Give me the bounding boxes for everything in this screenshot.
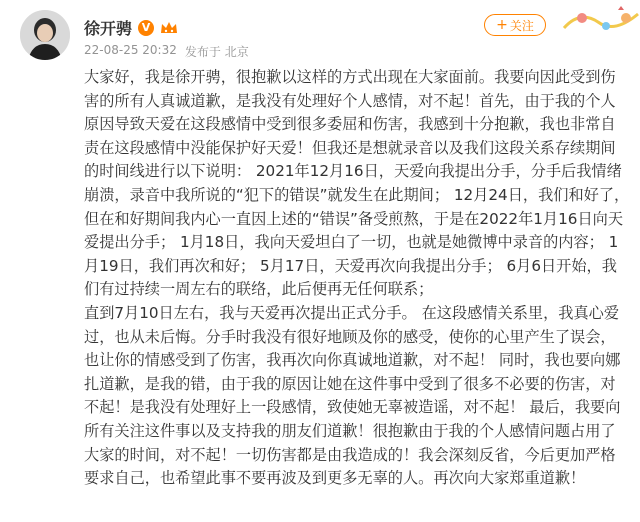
decoration-graphic [562, 4, 640, 40]
post-paragraph: 直到7月10日左右，我与天爱再次提出正式分手。 在这段感情关系里，我真心爱过，也从未后悔。分手时我没有很好地顾及你的感受，使你的心里产生了误会，也让你的情感受到了伤害，我再次向你真诚地道歉，对不起！ 同时，我也要向娜扎道歉，是我的错，由于我的原因让她在这件事中受到了很多不必要的伤害，对不起！是我没有处理好上一段感情，致使她无辜被造谣，对不起！ 最后，我要向所有关注这件事以及支持我的朋友们道歉！很抱歉由于我的个人感情问题占用了大家的时间，对不起！一切伤害都是由我造成的！我会深刻反省，今后更加严格要求自己，也希望此事不要再波及到更多无辜的人。再次向大家郑重道歉！ [84, 303, 621, 488]
username[interactable]: 徐开骋 [84, 19, 133, 38]
post-timestamp[interactable]: 22-08-25 20:32 [84, 43, 177, 57]
follow-button[interactable] [484, 14, 546, 36]
follow-label: 关注 [509, 18, 534, 33]
avatar[interactable] [20, 10, 70, 60]
plus-icon: + [496, 17, 508, 33]
user-name-row [84, 16, 178, 39]
post-meta [84, 43, 249, 60]
verified-badge-icon: V [138, 20, 154, 36]
post-content [84, 66, 630, 491]
post-paragraph: 大家好，我是徐开骋，很抱歉以这样的方式出现在大家面前。我要向因此受到伤害的所有人真诚道歉，是我没有处理好个人感情，对不起！首先，由于我的个人原因导致天爱在这段感情中受到很多委屈和伤害，我感到十分抱歉，我也非常自责在这段感情中没能保护好天爱！但我还是想就录音以及我们这段关系存续期间的时间线进行以下说明： 2021年12月16日，天爱向我提出分手，分手后我情绪崩溃，录音中我所说的“犯下的错误”就发生在此期间； 12月24日，我们和好了，但在和好期间我内心一直因上述的“错误”备受煎熬，于是在2022年1月16日向天爱提出分手； 1月18日，我向天爱坦白了一切，也就是她微博中录音的内容； 1月19日，我们再次和好； 5月17日，天爱再次向我提出分手； 6月6日开始，我们有过持续一周左右的联络，此后便再无任何联系； [84, 68, 630, 299]
crown-icon [160, 20, 178, 36]
avatar-image [20, 10, 70, 60]
post-location: 发布于 北京 [184, 45, 249, 59]
